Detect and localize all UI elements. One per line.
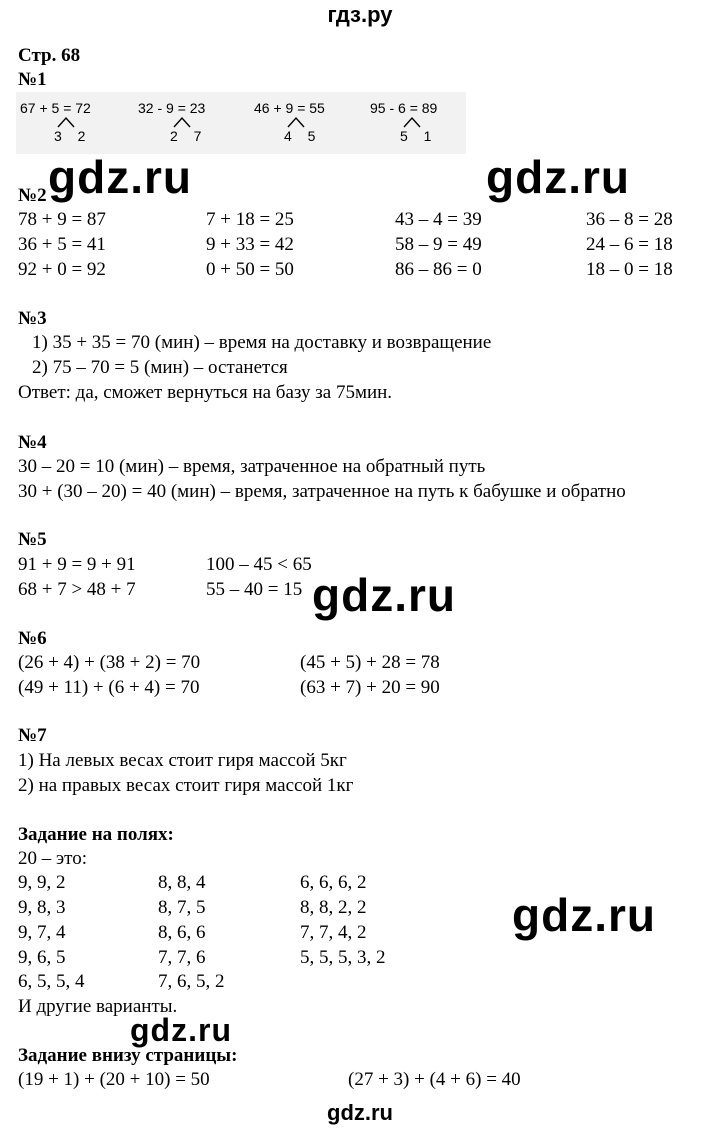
task-2-cell: 78 + 9 = 87 bbox=[18, 209, 106, 230]
task-2-cell: 7 + 18 = 25 bbox=[206, 209, 294, 230]
task-2-cell: 36 + 5 = 41 bbox=[18, 234, 106, 255]
task-1-equation: 46 + 9 = 55 bbox=[254, 100, 325, 116]
margin-task-cell: 8, 8, 2, 2 bbox=[300, 897, 367, 918]
task-2-cell: 18 – 0 = 18 bbox=[586, 259, 673, 280]
task-7-line: 1) На левых весах стоит гиря массой 5кг bbox=[18, 750, 347, 771]
task-2-cell: 86 – 86 = 0 bbox=[395, 259, 482, 280]
margin-task-intro: 20 – это: bbox=[18, 848, 87, 869]
watermark: gdz.ru bbox=[312, 569, 456, 621]
task-5-cell: 91 + 9 = 9 + 91 bbox=[18, 554, 136, 575]
margin-task-title: Задание на полях: bbox=[18, 824, 174, 845]
task-2-cell: 9 + 33 = 42 bbox=[206, 234, 294, 255]
margin-task-cell: 9, 9, 2 bbox=[18, 872, 66, 893]
task-2-cell: 36 – 8 = 28 bbox=[586, 209, 673, 230]
margin-task-cell: 8, 8, 4 bbox=[158, 872, 206, 893]
margin-task-cell: 6, 5, 5, 4 bbox=[18, 971, 85, 992]
site-footer: gdz.ru bbox=[327, 1100, 393, 1125]
bottom-task-title: Задание внизу страницы: bbox=[18, 1045, 238, 1066]
margin-task-cell: 8, 7, 5 bbox=[158, 897, 206, 918]
watermark: gdz.ru bbox=[130, 1012, 232, 1048]
bottom-task-item: (19 + 1) + (20 + 10) = 50 bbox=[18, 1069, 210, 1090]
margin-task-cell: 8, 6, 6 bbox=[158, 922, 206, 943]
task-5-cell: 68 + 7 > 48 + 7 bbox=[18, 579, 136, 600]
task-6-cell: (45 + 5) + 28 = 78 bbox=[300, 652, 440, 673]
task-1-parts: 5 1 bbox=[400, 128, 438, 144]
margin-task-cell: 6, 6, 6, 2 bbox=[300, 872, 367, 893]
task-2-cell: 92 + 0 = 92 bbox=[18, 259, 106, 280]
bottom-task-item: (27 + 3) + (4 + 6) = 40 bbox=[348, 1069, 521, 1090]
task-3-title: №3 bbox=[18, 308, 47, 329]
task-6-cell: (63 + 7) + 20 = 90 bbox=[300, 677, 440, 698]
margin-task-footer: И другие варианты. bbox=[18, 996, 178, 1017]
task-2-cell: 0 + 50 = 50 bbox=[206, 259, 294, 280]
task-4-line: 30 – 20 = 10 (мин) – время, затраченное на обратный путь bbox=[18, 456, 486, 477]
margin-task-cell: 5, 5, 5, 3, 2 bbox=[300, 947, 386, 968]
margin-task-cell: 9, 7, 4 bbox=[18, 922, 66, 943]
task-7-line: 2) на правых весах стоит гиря массой 1кг bbox=[18, 775, 354, 796]
page-reference: Стр. 68 bbox=[18, 45, 81, 66]
task-4-line: 30 + (30 – 20) = 40 (мин) – время, затраченное на путь к бабушке и обратно bbox=[18, 481, 626, 502]
margin-task-cell: 9, 8, 3 bbox=[18, 897, 66, 918]
task-3-line: 2) 75 – 70 = 5 (мин) – останется bbox=[32, 357, 288, 378]
task-6-cell: (49 + 11) + (6 + 4) = 70 bbox=[18, 677, 200, 698]
task-1-equation: 67 + 5 = 72 bbox=[20, 100, 91, 116]
task-5-cell: 100 – 45 < 65 bbox=[206, 554, 312, 575]
margin-task-cell: 7, 7, 4, 2 bbox=[300, 922, 367, 943]
decomposition-branch-icon bbox=[172, 116, 192, 128]
task-6-title: №6 bbox=[18, 628, 47, 649]
task-6-cell: (26 + 4) + (38 + 2) = 70 bbox=[18, 652, 201, 673]
watermark: gdz.ru bbox=[486, 151, 630, 203]
task-5-cell: 55 – 40 = 15 bbox=[206, 579, 303, 600]
site-header: гдз.ру bbox=[327, 2, 393, 27]
task-2-title: №2 bbox=[18, 185, 47, 206]
margin-task-cell: 7, 7, 6 bbox=[158, 947, 206, 968]
decomposition-branch-icon bbox=[286, 116, 306, 128]
task-7-title: №7 bbox=[18, 725, 47, 746]
task-3-line: 1) 35 + 35 = 70 (мин) – время на доставку и возвращение bbox=[32, 332, 492, 353]
decomposition-branch-icon bbox=[56, 116, 76, 128]
margin-task-cell: 9, 6, 5 bbox=[18, 947, 66, 968]
task-1-parts: 4 5 bbox=[284, 128, 322, 144]
task-4-title: №4 bbox=[18, 432, 47, 453]
task-1-title: №1 bbox=[18, 69, 47, 90]
task-1-equation: 32 - 9 = 23 bbox=[138, 100, 206, 116]
watermark: gdz.ru bbox=[48, 151, 192, 203]
task-1-parts: 3 2 bbox=[54, 128, 92, 144]
task-1-equation: 95 - 6 = 89 bbox=[370, 100, 438, 116]
task-1-scan bbox=[16, 92, 466, 154]
task-5-title: №5 bbox=[18, 529, 47, 550]
task-2-cell: 43 – 4 = 39 bbox=[395, 209, 482, 230]
watermark: gdz.ru bbox=[512, 889, 656, 941]
task-3-answer: Ответ: да, сможет вернуться на базу за 75мин. bbox=[18, 382, 393, 403]
task-1-parts: 2 7 bbox=[170, 128, 208, 144]
decomposition-branch-icon bbox=[402, 116, 422, 128]
task-2-cell: 58 – 9 = 49 bbox=[395, 234, 482, 255]
task-2-cell: 24 – 6 = 18 bbox=[586, 234, 673, 255]
margin-task-cell: 7, 6, 5, 2 bbox=[158, 971, 225, 992]
